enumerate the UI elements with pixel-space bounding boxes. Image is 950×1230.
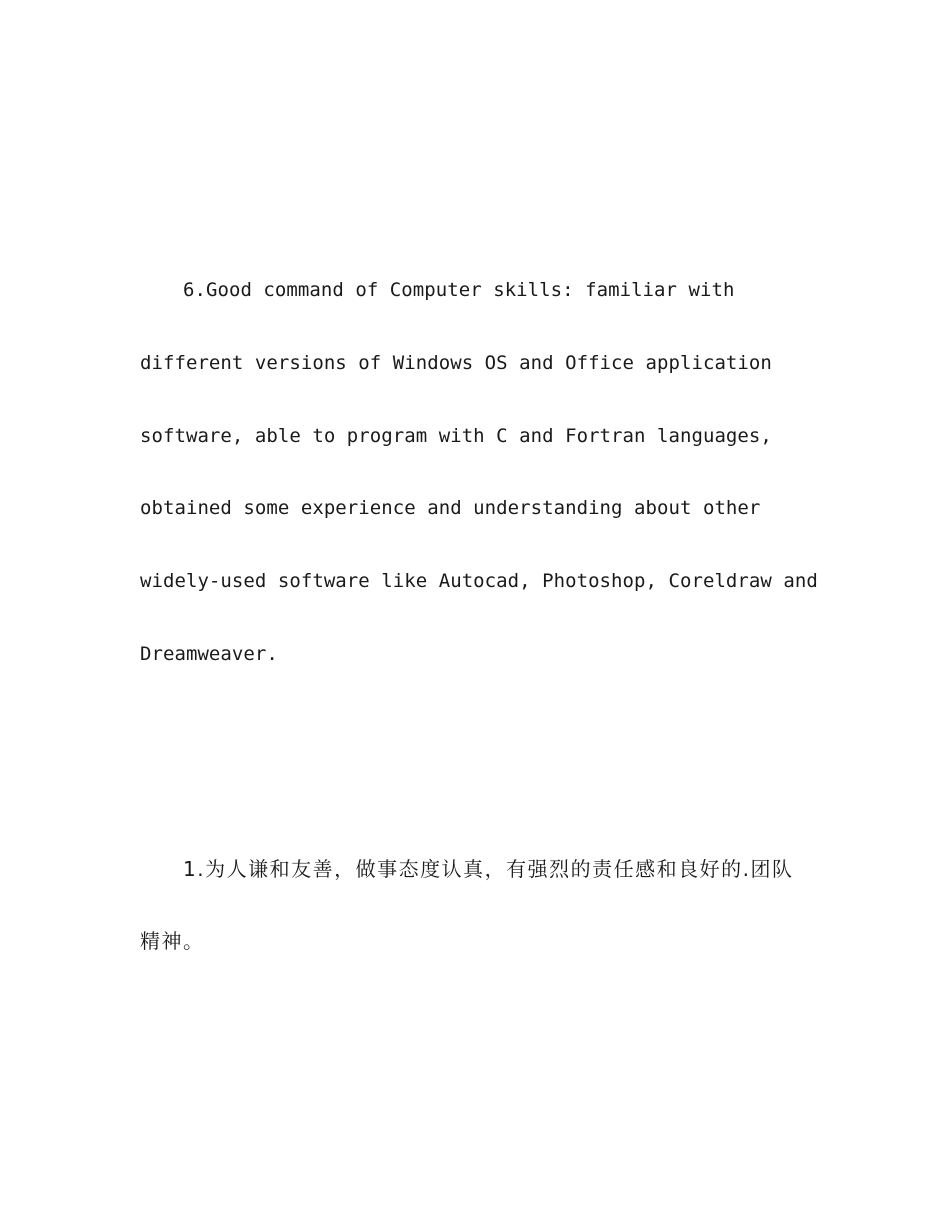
- paragraph-2-line-1: 1.为人谦和友善，做事态度认真，有强烈的责任感和良好的.团队: [183, 857, 794, 881]
- paragraph-1-line-1: 6.Good command of Computer skills: familiar with: [183, 279, 735, 301]
- paragraph-1-line-4: obtained some experience and understanding about other: [140, 497, 761, 519]
- paragraph-2-line-2: 精神。: [140, 929, 205, 953]
- paragraph-1-line-3: software, able to program with C and Fortran languages,: [140, 425, 772, 447]
- paragraph-1-line-2: different versions of Windows OS and Office application: [140, 352, 772, 374]
- paragraph-1-line-5: widely-used software like Autocad, Photoshop, Coreldraw and: [140, 570, 818, 592]
- paragraph-1-line-6: Dreamweaver.: [140, 643, 278, 665]
